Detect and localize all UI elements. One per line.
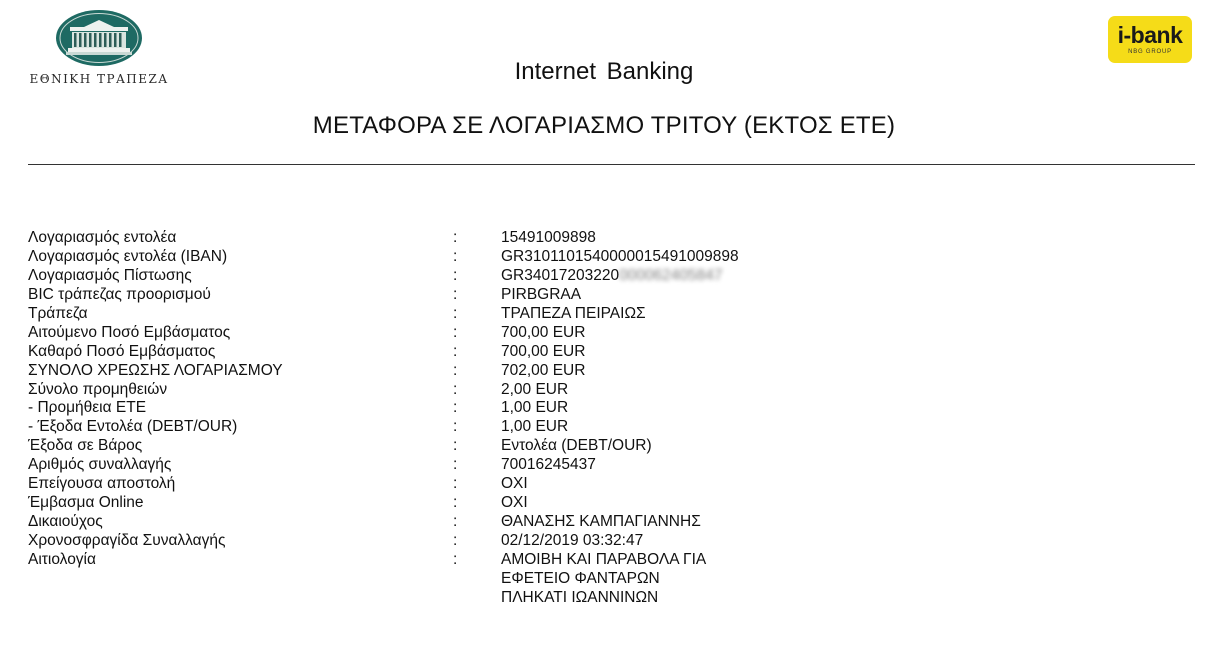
detail-separator: : <box>453 418 458 436</box>
detail-separator: : <box>453 437 458 455</box>
detail-row <box>28 305 1188 324</box>
detail-separator: : <box>453 475 458 493</box>
detail-row <box>28 456 1188 475</box>
detail-separator: : <box>453 342 458 360</box>
bank-name: ΕΘΝΙΚΗ ΤΡΑΠΕΖΑ <box>29 72 169 86</box>
detail-row <box>28 399 1188 418</box>
detail-row <box>28 324 1188 343</box>
detail-row <box>28 362 1188 381</box>
detail-separator: : <box>453 513 458 531</box>
detail-separator: : <box>453 361 458 379</box>
detail-label: Έξοδα σε Βάρος <box>28 437 143 455</box>
detail-value: 700,00 EUR <box>501 342 586 360</box>
detail-row <box>28 437 1188 456</box>
detail-label: Σύνολο προμηθειών <box>28 380 168 398</box>
detail-label: ΣΥΝΟΛΟ ΧΡΕΩΣΗΣ ΛΟΓΑΡΙΑΣΜΟΥ <box>28 361 283 379</box>
detail-row <box>28 229 1188 248</box>
detail-label: Λογαριασμός εντολέα <box>28 229 177 246</box>
detail-value: 15491009898 <box>501 229 596 246</box>
detail-value: 700,00 EUR <box>501 323 586 341</box>
detail-value: 702,00 EUR <box>501 361 586 379</box>
detail-row <box>28 494 1188 513</box>
detail-separator: : <box>453 380 458 398</box>
detail-row <box>28 513 1188 532</box>
detail-value: ΤΡΑΠΕΖΑ ΠΕΙΡΑΙΩΣ <box>501 304 646 322</box>
reason-line: ΠΛΗΚΑΤΙ ΙΩΑΝΝΙΝΩΝ <box>501 588 659 606</box>
detail-row <box>28 381 1188 400</box>
ibank-sub: NBG GROUP <box>1128 49 1172 55</box>
detail-label: Λογαριασμός Πίστωσης <box>28 266 192 284</box>
detail-row <box>28 286 1188 305</box>
detail-label: Λογαριασμός εντολέα (IBAN) <box>28 247 228 265</box>
credit-account-redacted: 000062405847 <box>619 266 723 284</box>
detail-separator: : <box>453 456 458 474</box>
detail-row <box>28 267 1188 286</box>
detail-separator: : <box>453 532 458 549</box>
detail-label: BIC τράπεζας προορισμού <box>28 285 211 303</box>
detail-separator: : <box>453 285 458 303</box>
detail-label: Αριθμός συναλλαγής <box>28 456 172 474</box>
detail-label: - Έξοδα Εντολέα (DEBT/OUR) <box>28 418 238 436</box>
detail-value: 70016245437 <box>501 456 596 474</box>
detail-separator: : <box>453 494 458 512</box>
reason-row <box>28 550 1188 606</box>
detail-row <box>28 248 1188 267</box>
detail-value: 1,00 EUR <box>501 399 569 417</box>
detail-row <box>28 343 1188 362</box>
page-title: ΜΕΤΑΦΟΡΑ ΣΕ ΛΟΓΑΡΙΑΣΜΟ ΤΡΙΤΟΥ (ΕΚΤΟΣ ΕΤΕ) <box>312 112 896 139</box>
detail-value: ΟΧΙ <box>501 494 528 512</box>
detail-separator: : <box>453 247 458 265</box>
credit-account-value <box>501 267 723 286</box>
detail-label: Καθαρό Ποσό Εμβάσματος <box>28 342 216 360</box>
detail-value: PIRBGRAA <box>501 285 582 303</box>
detail-separator: : <box>453 550 458 568</box>
detail-value: Εντολέα (DEBT/OUR) <box>501 437 652 455</box>
detail-row <box>28 475 1188 494</box>
reason-label: Αιτιολογία <box>28 550 96 568</box>
detail-label: - Προμήθεια ΕΤΕ <box>28 399 147 417</box>
detail-separator: : <box>453 304 458 322</box>
detail-label: Επείγουσα αποστολή <box>28 475 176 493</box>
ibank-label: i-bank <box>1117 22 1183 48</box>
detail-label: Δικαιούχος <box>28 513 103 531</box>
detail-label: Τράπεζα <box>28 304 88 322</box>
detail-value: ΟΧΙ <box>501 475 528 493</box>
detail-separator: : <box>453 399 458 417</box>
detail-separator: : <box>453 266 458 284</box>
header-divider <box>28 164 1195 165</box>
detail-value: 02/12/2019 03:32:47 <box>501 532 644 549</box>
detail-value: 1,00 EUR <box>501 418 569 436</box>
detail-label: Αιτούμενο Ποσό Εμβάσματος <box>28 323 231 341</box>
detail-separator: : <box>453 323 458 341</box>
detail-separator: : <box>453 229 458 246</box>
detail-value: ΘΑΝΑΣΗΣ ΚΑΜΠΑΓΙΑΝΝΗΣ <box>501 513 701 531</box>
detail-label: Έμβασμα Online <box>28 494 144 512</box>
credit-account-visible: GR34017203220 <box>501 266 620 284</box>
transfer-details <box>28 229 1188 606</box>
ibank-logo <box>1108 16 1192 63</box>
app-title: Internet Banking <box>514 58 694 85</box>
reason-line: ΑΜΟΙΒΗ ΚΑΙ ΠΑΡΑΒΟΛΑ ΓΙΑ <box>501 550 707 568</box>
detail-row <box>28 532 1188 551</box>
reason-value <box>501 551 706 608</box>
detail-value: GR3101101540000015491009898 <box>501 247 739 265</box>
reason-line: ΕΦΕΤΕΙΟ ΦΑΝΤΑΡΩΝ <box>501 569 660 587</box>
detail-row <box>28 418 1188 437</box>
detail-value: 2,00 EUR <box>501 380 569 398</box>
detail-label: Χρονοσφραγίδα Συναλλαγής <box>28 532 226 549</box>
